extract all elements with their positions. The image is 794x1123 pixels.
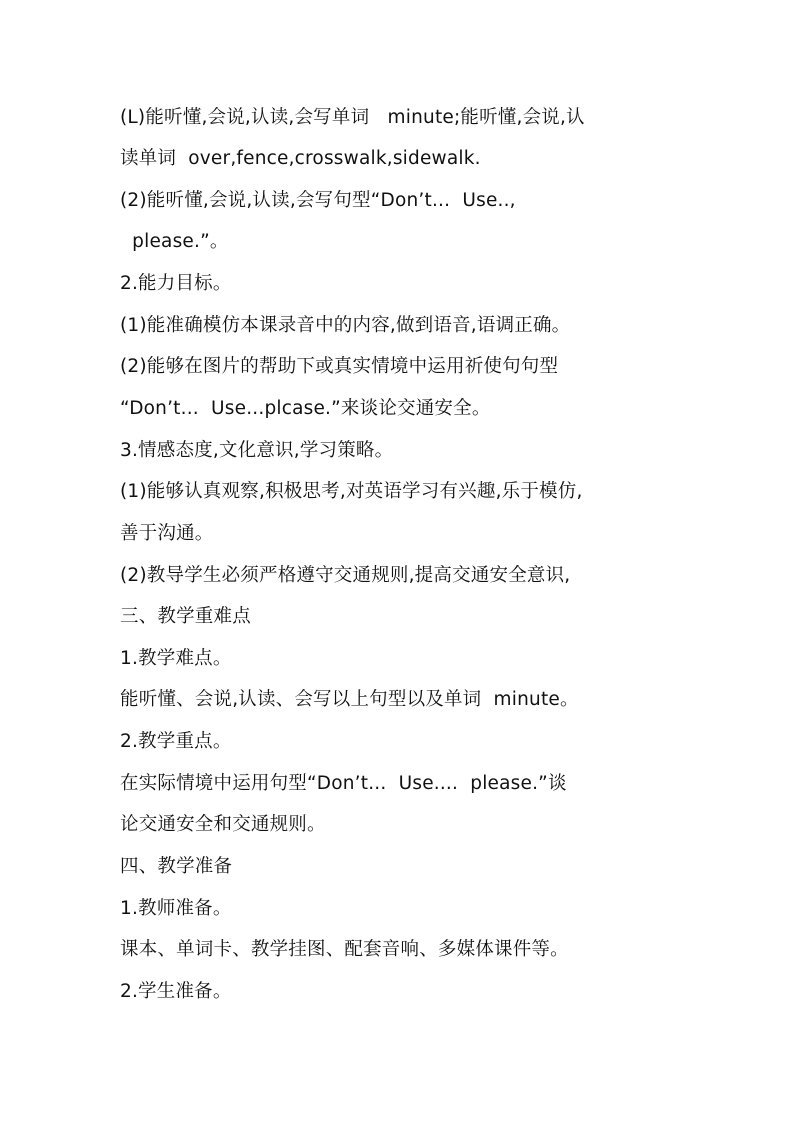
attitude-item-1-line-2: 善于沟通。	[120, 523, 214, 544]
objective-sentence-line-1: (2)能听懂,会说,认读,会写句型“Don’t... Use..,	[120, 190, 516, 211]
teacher-prep-text: 课本、单词卡、教学挂图、配套音响、多媒体课件等。	[120, 939, 569, 960]
difficulty-text: 能听懂、会说,认读、会写以上句型以及单词 minute。	[120, 689, 579, 710]
section-key-points-heading: 三、教学重难点	[120, 606, 251, 627]
section-preparation-heading: 四、教学准备	[120, 856, 233, 877]
ability-item-2-line-1: (2)能够在图片的帮助下或真实情境中运用祈使句句型	[120, 356, 559, 377]
ability-item-2-line-2: “Don’t... Use...plcase.”来谈论交通安全。	[120, 398, 491, 419]
objective-word-line-2: 读单词 over,fence,crosswalk,sidewalk.	[120, 148, 481, 169]
student-prep-heading: 2.学生准备。	[120, 981, 232, 1002]
ability-item-1: (1)能准确模仿本课录音中的内容,做到语音,语调正确。	[120, 315, 571, 336]
teacher-prep-heading: 1.教师准备。	[120, 898, 232, 919]
key-point-heading: 2.教学重点。	[120, 731, 232, 752]
objective-sentence-line-2: please.”。	[120, 231, 229, 252]
difficulty-heading: 1.教学难点。	[120, 648, 232, 669]
attitude-item-2: (2)教导学生必须严格遵守交通规则,提高交通安全意识,	[120, 565, 571, 586]
key-point-text-line-2: 论交通安全和交通规则。	[120, 814, 326, 835]
section-ability-goal: 2.能力目标。	[120, 273, 232, 294]
objective-word-line-1: (L)能听懂,会说,认读,会写单词 minute;能听懂,会说,认	[120, 107, 585, 128]
section-attitude-goal: 3.情感态度,文化意识,学习策略。	[120, 440, 394, 461]
key-point-text-line-1: 在实际情境中运用句型“Don’t... Use.... please.”谈	[120, 773, 567, 794]
attitude-item-1-line-1: (1)能够认真观察,积极思考,对英语学习有兴趣,乐于模仿,	[120, 481, 583, 502]
